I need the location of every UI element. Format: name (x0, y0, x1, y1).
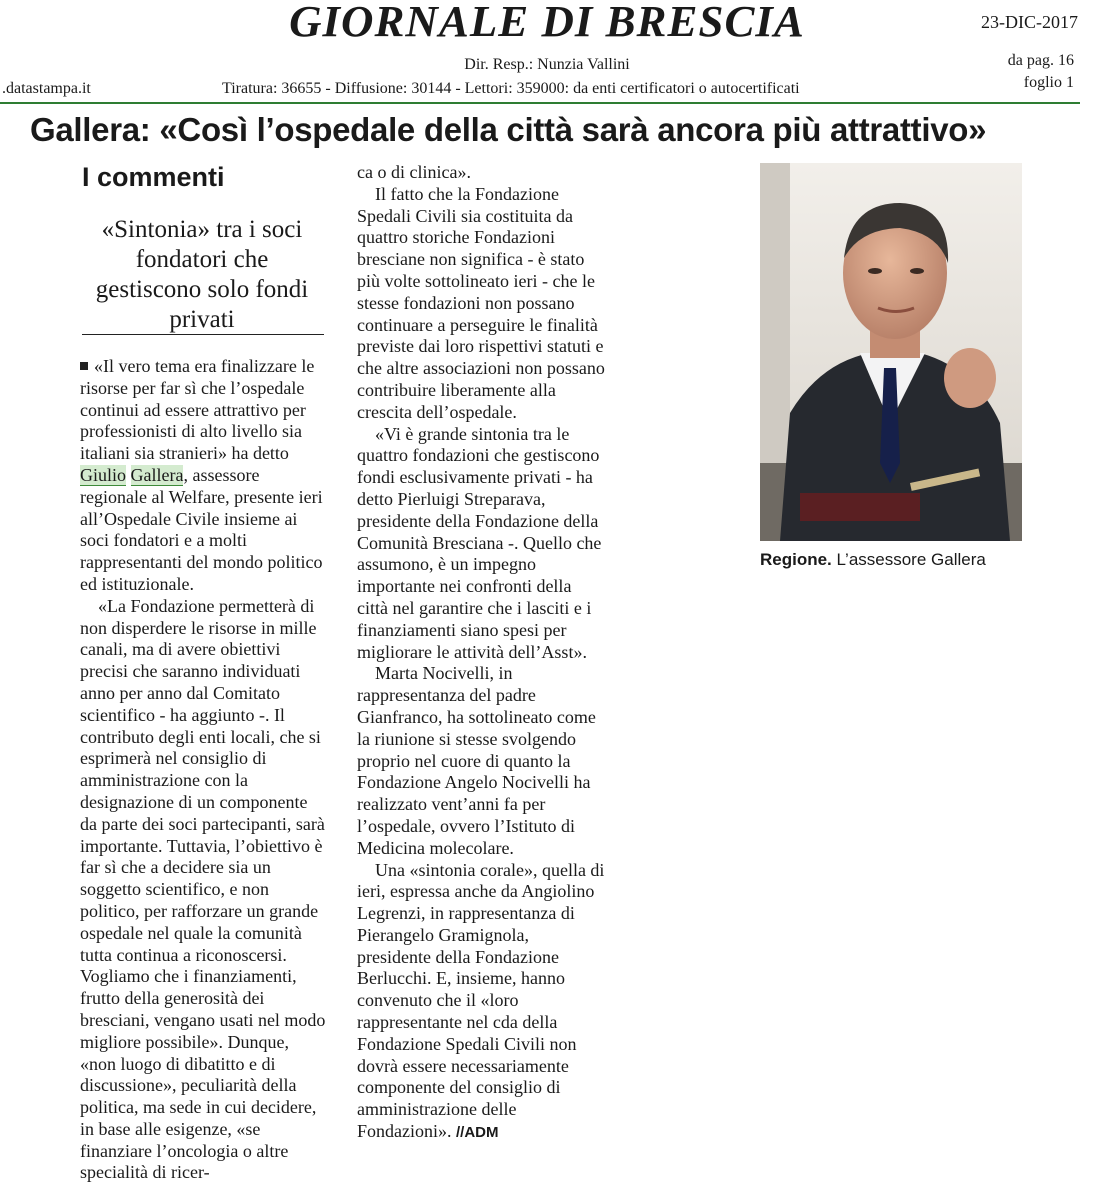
article-column-2 (357, 162, 605, 1144)
source-domain: .datastampa.it (2, 80, 91, 97)
header-divider (0, 102, 1080, 104)
author-signature: //ADM (456, 1124, 499, 1142)
publication-date: 23-DIC-2017 (981, 12, 1078, 32)
highlighted-surname: Gallera (130, 464, 184, 485)
article-photo (760, 163, 1022, 541)
portrait-photo-image (760, 163, 1022, 541)
highlighted-name: Giulio (80, 464, 127, 485)
article-headline: Gallera: «Così l’ospedale della città sarà ancora più attrattivo» (30, 111, 987, 148)
circulation-line: Tiratura: 36655 - Diffusione: 30144 - Lettori: 359000: da enti certificatori o autocertificati (222, 80, 800, 97)
paragraph: «Vi è grande sintonia tra le quattro fondazioni che gestiscono fondi esclusivamente privati - ha detto Pierluigi Streparava, presidente della Fondazione della Comunità Bresciana -. Quello che assumono, è un impegno importante nei confronti della città nel garantire che i lasciti e i finanziamenti siano spesi per migliorare le attività dell’Asst». (357, 423, 602, 662)
article-kicker: I commenti (82, 162, 225, 192)
article-subhead: «Sintonia» tra i soci fondatori che gestiscono solo fondi privati (95, 216, 309, 333)
article-column-1 (80, 356, 328, 1184)
paragraph: ca o di clinica». (357, 162, 471, 182)
paragraph: «La Fondazione permetterà di non disperdere le risorse in mille canali, ma di avere obiettivi precisi che saranno individuati anno per anno dal Comitato scientifico - ha aggiunto -. Il contributo degli enti locali, che si esprimerà nel consiglio di amministrazione con la designazione di un componente da parte dei soci partecipanti, sarà importante. Tuttavia, l’obiettivo è far sì che a decidere sia un soggetto scientifico, e non politico, per rafforzare un grande ospedale nel quale la comunità tutta continua a riconoscersi. Vogliamo che i finanziamenti, frutto della generosità dei bresciani, vengano usati nel modo migliore possibile». Dunque, «non luogo di dibatitto e di discussione», peculiarità della politica, ma sede in cui decidere, in base alle esigenze, «se finanziare l’oncologia o altre specialità di ricer- (80, 595, 326, 1183)
paragraph: Il fatto che la Fondazione Spedali Civili sia costituita da quattro storiche Fondazioni bresciane non significa - è stato più volte sottolineato ieri - che le stesse fondazioni non possano continuare a perseguire le finalità previste dai loro rispettivi statuti e che altre associazioni non possano contribuire liberamente alla crescita dell’ospedale. (357, 183, 605, 422)
director-line: Dir. Resp.: Nunzia Vallini (464, 56, 630, 73)
subhead-divider (82, 334, 324, 335)
bullet-square-icon (80, 362, 88, 370)
page-label: da pag. 16 (1007, 52, 1074, 69)
masthead-logo: GIORNALE DI BRESCIA (289, 0, 805, 46)
photo-caption: Regione. L’assessore Gallera (760, 550, 986, 569)
paragraph: Marta Nocivelli, in rappresentanza del padre Gianfranco, ha sottolineato come la riunione si stesse svolgendo proprio nel cuore di quanto la Fondazione Angelo Nocivelli ha realizzato vent’anni fa per l’ospedale, ovvero l’Istituto di Medicina molecolare. (357, 663, 596, 858)
sheet-label: foglio 1 (1023, 74, 1074, 91)
paragraph: Una «sintonia corale», quella di ieri, espressa anche da Angiolino Legrenzi, in rappresentanza di Pierangelo Gramignola, presidente della Fondazione Berlucchi. E, insieme, hanno convenuto che il «loro rappresentante nel cda della Fondazione Spedali Civili non dovrà essere necessariamente componente del consiglio di amministrazione delle Fondazioni». //ADM (357, 859, 605, 1142)
paragraph: «Il vero tema era finalizzare le risorse per far sì che l’ospedale continui ad essere attrattivo per professionisti di alto livello sia italiani sia stranieri» ha detto Giulio Gallera, assessore regionale al Welfare, presente ieri all’Ospedale Civile insieme ai soci fondatori e a molti rappresentanti del mondo politico ed istituzionale. (80, 356, 323, 594)
page-reference (1008, 50, 1074, 94)
